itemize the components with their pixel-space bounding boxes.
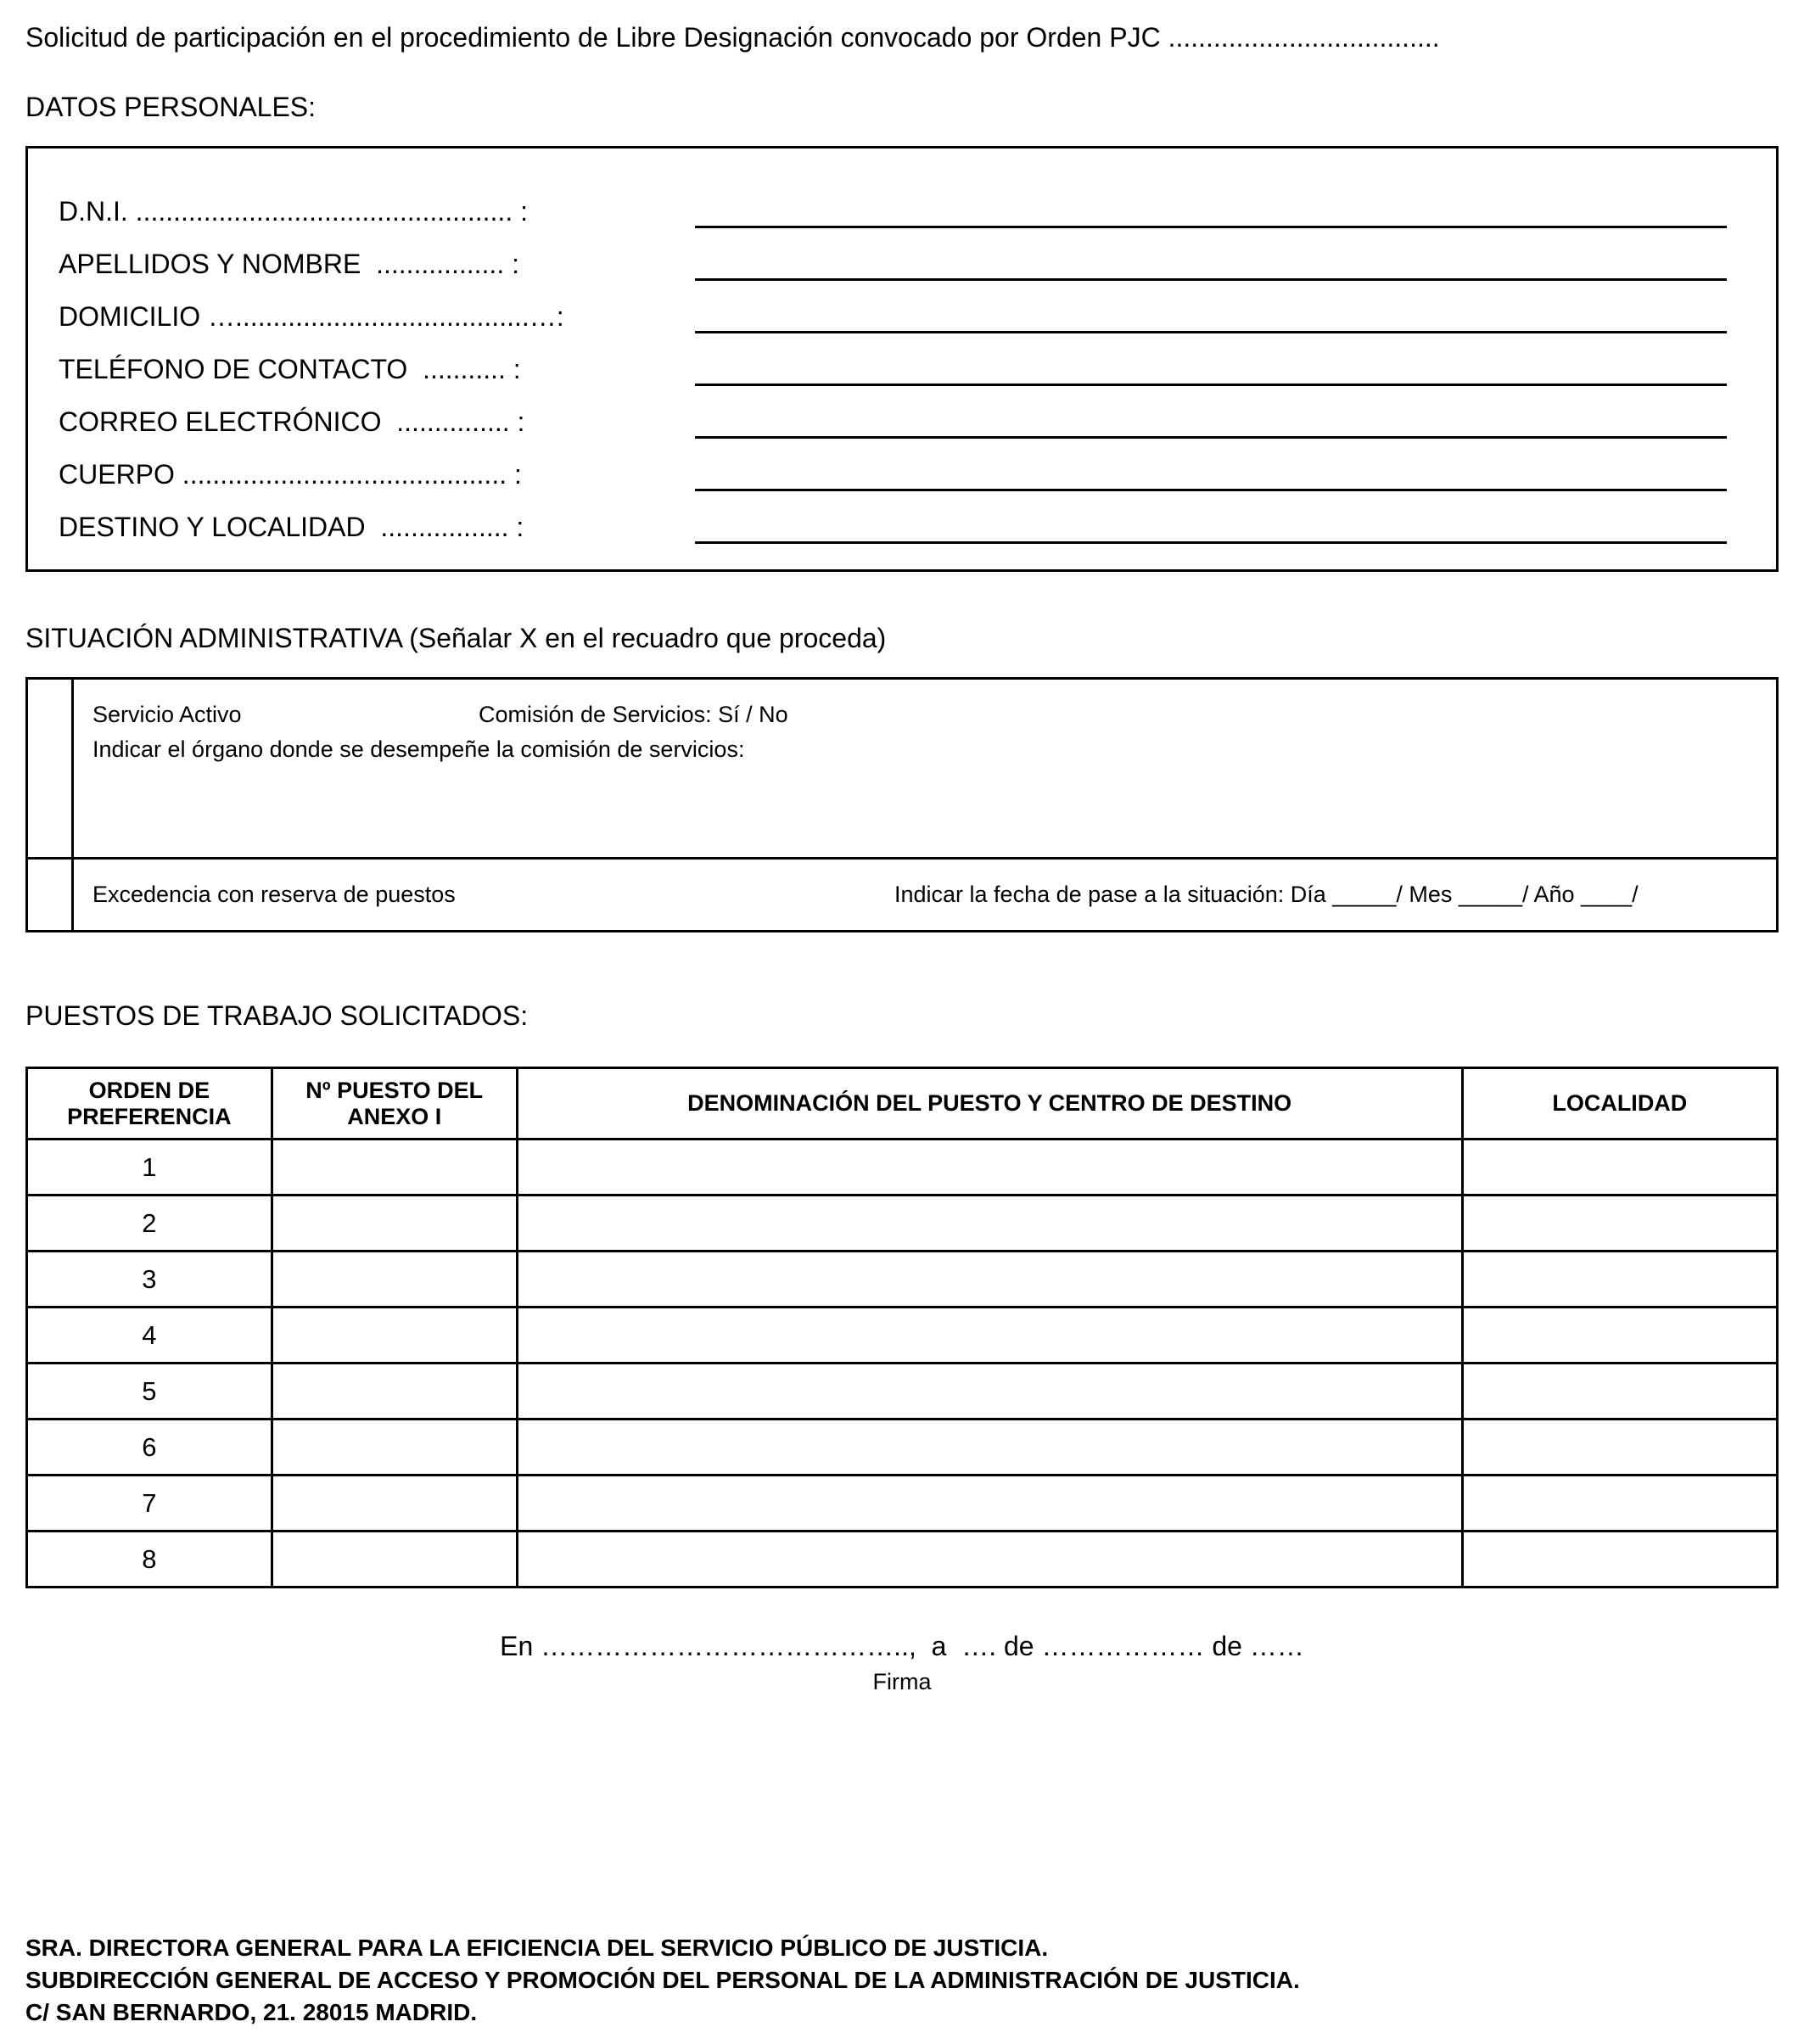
localidad-cell[interactable] (1462, 1196, 1777, 1252)
puesto-num-cell[interactable] (272, 1364, 517, 1420)
puesto-num-cell[interactable] (272, 1420, 517, 1476)
position-row-3 (27, 1252, 1778, 1308)
preference-number: 1 (27, 1140, 272, 1196)
preference-number: 8 (27, 1532, 272, 1588)
field-input-correo[interactable] (695, 405, 1727, 439)
denominacion-cell[interactable] (517, 1532, 1462, 1588)
servicio-activo-checkbox[interactable] (27, 679, 73, 859)
field-row-telefono (59, 333, 1727, 386)
denominacion-cell[interactable] (517, 1364, 1462, 1420)
col-header-orden-preferencia: ORDEN DE PREFERENCIA (27, 1068, 272, 1140)
servicio-activo-line1 (92, 702, 1759, 728)
denominacion-cell[interactable] (517, 1196, 1462, 1252)
puesto-num-cell[interactable] (272, 1308, 517, 1364)
localidad-cell[interactable] (1462, 1252, 1777, 1308)
localidad-cell[interactable] (1462, 1308, 1777, 1364)
servicio-activo-label: Servicio Activo (92, 702, 242, 727)
preference-number: 3 (27, 1252, 272, 1308)
footer-line-direccion: C/ SAN BERNARDO, 21. 28015 MADRID. (25, 1999, 478, 2025)
denominacion-cell[interactable] (517, 1476, 1462, 1532)
puesto-num-cell[interactable] (272, 1476, 517, 1532)
localidad-cell[interactable] (1462, 1140, 1777, 1196)
field-input-domicilio[interactable] (695, 300, 1727, 333)
excedencia-checkbox[interactable] (27, 859, 73, 932)
position-row-5 (27, 1364, 1778, 1420)
row-servicio-activo (27, 679, 1778, 859)
field-label-dni: D.N.I. .................................................. : (59, 196, 528, 227)
excedencia-label: Excedencia con reserva de puestos (92, 882, 456, 907)
comision-servicios-label: Comisión de Servicios: Sí / No (479, 702, 788, 727)
localidad-cell[interactable] (1462, 1532, 1777, 1588)
excedencia-cell (73, 859, 1778, 932)
position-row-7 (27, 1476, 1778, 1532)
field-label-domicilio: DOMICILIO ….......................................…: (59, 301, 564, 332)
field-input-telefono[interactable] (695, 352, 1727, 386)
firma-label: Firma (872, 1669, 932, 1694)
positions-table (25, 1067, 1779, 1588)
admin-situation-heading: SITUACIÓN ADMINISTRATIVA (Señalar X en el recuadro que proceda) (25, 623, 887, 653)
preference-number: 4 (27, 1308, 272, 1364)
positions-heading: PUESTOS DE TRABAJO SOLICITADOS: (25, 1000, 529, 1031)
position-row-8 (27, 1532, 1778, 1588)
form-title: Solicitud de participación en el procedimiento de Libre Designación convocado por Orden PJC .................................... (25, 22, 1440, 53)
denominacion-cell[interactable] (517, 1308, 1462, 1364)
position-row-4 (27, 1308, 1778, 1364)
localidad-cell[interactable] (1462, 1364, 1777, 1420)
localidad-cell[interactable] (1462, 1420, 1777, 1476)
field-label-telefono: TELÉFONO DE CONTACTO ........... : (59, 354, 521, 384)
localidad-cell[interactable] (1462, 1476, 1777, 1532)
puesto-num-cell[interactable] (272, 1252, 517, 1308)
admin-situation-table (25, 677, 1779, 932)
col-header-denominacion: DENOMINACIÓN DEL PUESTO Y CENTRO DE DESTINO (517, 1068, 1462, 1140)
col-header-num-puesto-anexo: Nº PUESTO DEL ANEXO I (272, 1068, 517, 1140)
field-row-destino-localidad (59, 491, 1727, 544)
excedencia-line (92, 882, 1737, 908)
denominacion-cell[interactable] (517, 1140, 1462, 1196)
place-date-line: En ………………………………….., a …. de ……………… de …… (500, 1631, 1304, 1661)
indicar-organo-label: Indicar el órgano donde se desempeñe la comisión de servicios: (92, 736, 745, 762)
field-row-correo (59, 386, 1727, 439)
position-row-6 (27, 1420, 1778, 1476)
denominacion-cell[interactable] (517, 1252, 1462, 1308)
field-label-correo: CORREO ELECTRÓNICO ............... : (59, 406, 525, 437)
field-label-cuerpo: CUERPO ........................................... : (59, 459, 522, 490)
personal-data-heading: DATOS PERSONALES: (25, 92, 317, 122)
field-label-destino-localidad: DESTINO Y LOCALIDAD ................. : (59, 512, 524, 542)
field-row-cuerpo (59, 439, 1727, 491)
addressee-footer (25, 1932, 1300, 2029)
field-input-cuerpo[interactable] (695, 457, 1727, 491)
servicio-activo-cell (73, 679, 1778, 859)
preference-number: 5 (27, 1364, 272, 1420)
puesto-num-cell[interactable] (272, 1532, 517, 1588)
footer-line-subdireccion: SUBDIRECCIÓN GENERAL DE ACCESO Y PROMOCIÓN DEL PERSONAL DE LA ADMINISTRACIÓN DE JUSTICIA. (25, 1967, 1300, 1993)
preference-number: 2 (27, 1196, 272, 1252)
preference-number: 6 (27, 1420, 272, 1476)
field-input-dni[interactable] (695, 194, 1727, 228)
footer-line-directora: SRA. DIRECTORA GENERAL PARA LA EFICIENCIA DEL SERVICIO PÚBLICO DE JUSTICIA. (25, 1935, 1049, 1961)
field-input-destino-localidad[interactable] (695, 510, 1727, 544)
position-row-1 (27, 1140, 1778, 1196)
denominacion-cell[interactable] (517, 1420, 1462, 1476)
puesto-num-cell[interactable] (272, 1140, 517, 1196)
position-row-2 (27, 1196, 1778, 1252)
fecha-pase-label: Indicar la fecha de pase a la situación: Día _____/ Mes _____/ Año ____/ (894, 882, 1639, 907)
field-input-apellidos-nombre[interactable] (695, 247, 1727, 281)
field-label-apellidos-nombre: APELLIDOS Y NOMBRE ................. : (59, 249, 519, 279)
field-row-domicilio (59, 281, 1727, 333)
field-row-apellidos-nombre (59, 228, 1727, 281)
field-row-dni (59, 176, 1727, 228)
preference-number: 7 (27, 1476, 272, 1532)
positions-header-row (27, 1068, 1778, 1140)
col-header-localidad: LOCALIDAD (1462, 1068, 1777, 1140)
puesto-num-cell[interactable] (272, 1196, 517, 1252)
row-excedencia (27, 859, 1778, 932)
personal-data-box (25, 146, 1779, 572)
